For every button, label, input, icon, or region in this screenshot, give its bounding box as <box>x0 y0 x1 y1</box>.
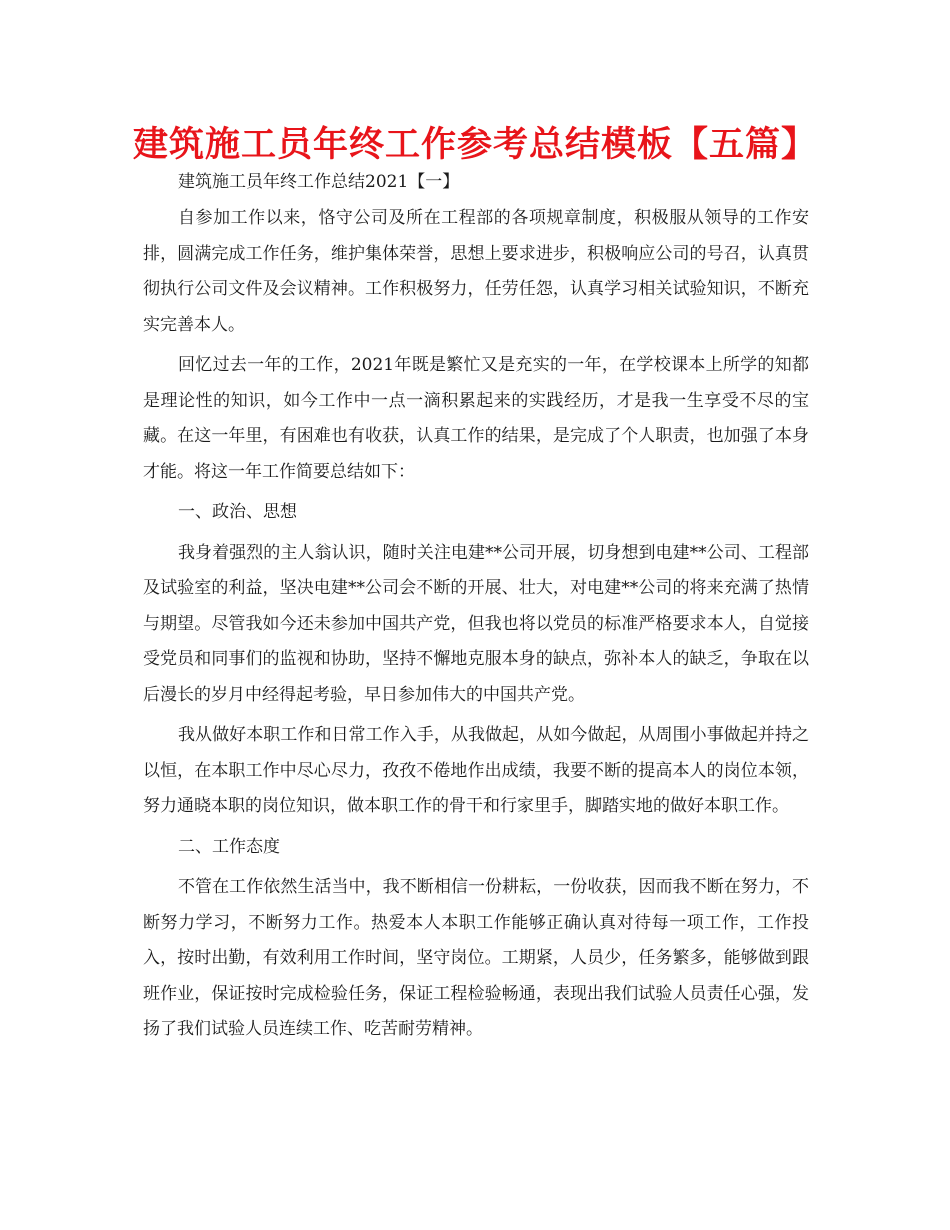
document-body <box>143 166 809 1053</box>
heading-attitude: 二、工作态度 <box>178 836 280 857</box>
document-title: 建筑施工员年终工作参考总结模板【五篇】 <box>132 125 817 165</box>
paragraph-review: 回忆过去一年的工作，2021年既是繁忙又是充实的一年，在学校课本上所学的知都是理论性的知识，如今工作中一点一滴积累起来的实践经历，才是我一生享受不尽的宝藏。在这一年里，有困难也有收获，认真工作的结果，是完成了个人职责，也加强了本身才能。将这一年工作简要总结如下： <box>143 355 809 482</box>
section-subtitle: 建筑施工员年终工作总结2021【一】 <box>178 172 460 192</box>
paragraph-politics: 我身着强烈的主人翁认识，随时关注电建**公司开展，切身想到电建**公司、工程部及试验室的利益，坚决电建**公司会不断的开展、壮大，对电建**公司的将来充满了热情与期望。尽管我如今还未参加中国共产党，但我也将以党员的标准严格要求本人，自觉接受党员和同事们的监视和协助，坚持不懈地克服本身的缺点，弥补本人的缺乏，争取在以后漫长的岁月中经得起考验，早日参加伟大的中国共产党。 <box>143 542 809 705</box>
paragraph-intro: 自参加工作以来，恪守公司及所在工程部的各项规章制度，积极服从领导的工作安排，圆满完成工作任务，维护集体荣誉，思想上要求进步，积极响应公司的号召，认真贯彻执行公司文件及会议精神。工作积极努力，任劳任怨，认真学习相关试验知识，不断充实完善本人。 <box>143 208 809 335</box>
heading-politics: 一、政治、思想 <box>178 502 297 522</box>
paragraph-duty: 我从做好本职工作和日常工作入手，从我做起，从如今做起，从周围小事做起并持之以恒，在本职工作中尽心尽力，孜孜不倦地作出成绩，我要不断的提高本人的岗位本领，努力通晓本职的岗位知识，做本职工作的骨干和行家里手，脚踏实地的做好本职工作。 <box>143 725 809 816</box>
paragraph-attitude: 不管在工作依然生活当中，我不断相信一份耕耘，一份收获，因而我不断在努力，不断努力学习，不断努力工作。热爱本人本职工作能够正确认真对待每一项工作，工作投入，按时出勤，有效利用工作时间，坚守岗位。工期紧，人员少，任务繁多，能够做到跟班作业，保证按时完成检验任务，保证工程检验畅通，表现出我们试验人员责任心强，发扬了我们试验人员连续工作、吃苦耐劳精神。 <box>143 877 809 1039</box>
